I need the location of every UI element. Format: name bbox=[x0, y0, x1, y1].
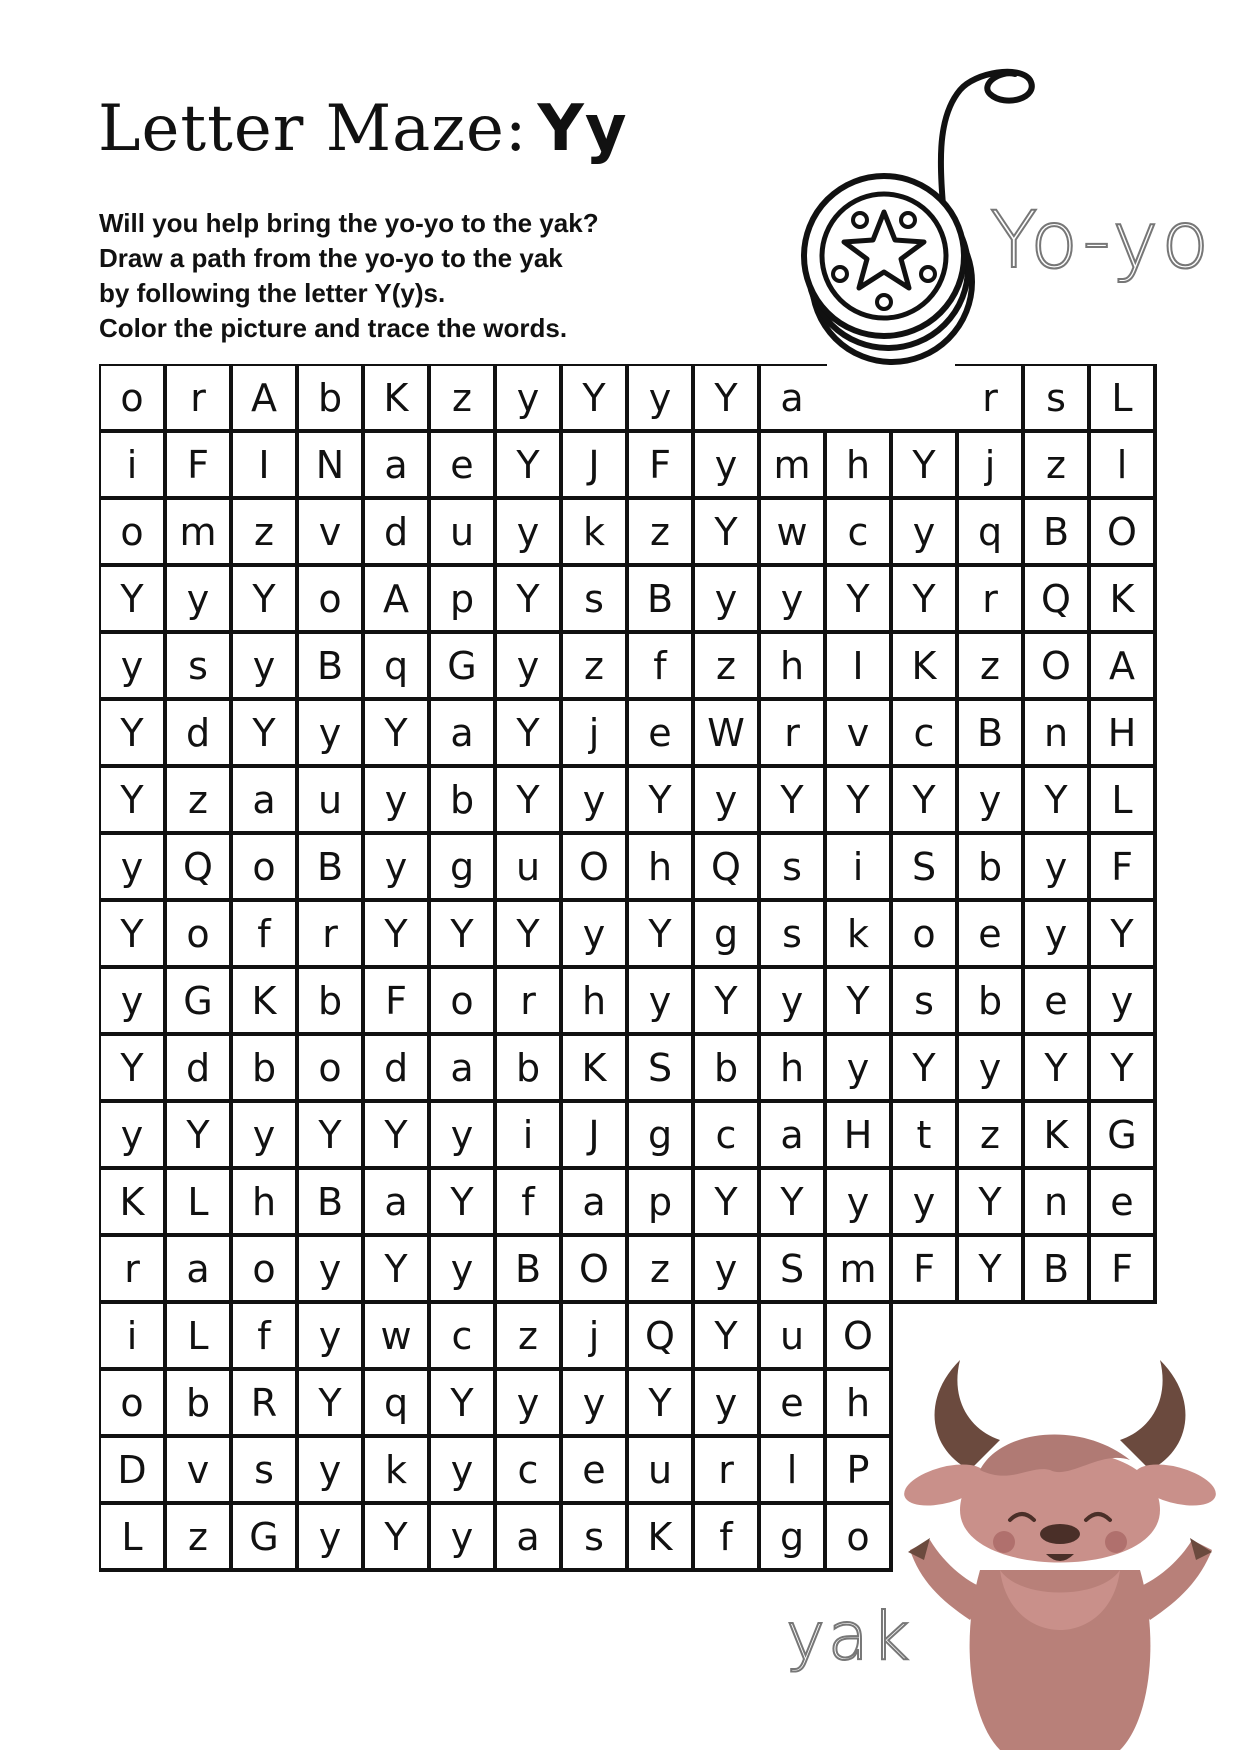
maze-cell[interactable]: h bbox=[845, 442, 871, 487]
maze-cell[interactable]: c bbox=[451, 1313, 473, 1358]
maze-cell[interactable]: y bbox=[252, 643, 276, 688]
maze-cell[interactable]: y bbox=[912, 1179, 936, 1224]
maze-cell[interactable]: s bbox=[254, 1447, 274, 1492]
maze-cell[interactable]: u bbox=[779, 1313, 805, 1358]
maze-cell[interactable]: G bbox=[1107, 1112, 1137, 1157]
maze-cell[interactable]: h bbox=[647, 844, 673, 889]
maze-cell[interactable]: D bbox=[117, 1447, 147, 1492]
maze-cell[interactable]: y bbox=[318, 1447, 342, 1492]
maze-cell[interactable]: H bbox=[1107, 710, 1137, 755]
maze-cell[interactable]: z bbox=[716, 643, 736, 688]
maze-cell[interactable]: Y bbox=[252, 710, 276, 755]
maze-cell[interactable]: y bbox=[846, 1045, 870, 1090]
maze-cell[interactable]: f bbox=[257, 911, 271, 956]
maze-cell[interactable]: Y bbox=[120, 1045, 144, 1090]
maze-cell[interactable]: q bbox=[383, 643, 409, 688]
maze-cell[interactable]: y bbox=[714, 576, 738, 621]
maze-cell[interactable]: f bbox=[719, 1514, 733, 1559]
maze-cell[interactable]: A bbox=[1109, 643, 1135, 688]
maze-cell[interactable]: Y bbox=[912, 777, 936, 822]
maze-cell[interactable]: a bbox=[252, 777, 276, 822]
maze-cell[interactable]: r bbox=[982, 576, 998, 621]
maze-cell[interactable]: u bbox=[317, 777, 343, 822]
maze-cell[interactable]: y bbox=[516, 643, 540, 688]
maze-cell[interactable]: y bbox=[450, 1447, 474, 1492]
maze-cell[interactable]: a bbox=[516, 1514, 540, 1559]
maze-cell[interactable]: y bbox=[978, 1045, 1002, 1090]
title-main: Letter Maze: bbox=[98, 92, 528, 166]
maze-cell[interactable]: G bbox=[183, 978, 213, 1023]
trace-word-yoyo: Yo-yo bbox=[990, 196, 1213, 286]
maze-cell[interactable]: B bbox=[646, 576, 674, 621]
maze-cell[interactable]: Y bbox=[978, 1179, 1002, 1224]
maze-cell[interactable]: Y bbox=[186, 1112, 210, 1157]
maze-cell[interactable]: d bbox=[383, 1045, 409, 1090]
maze-cell[interactable]: v bbox=[186, 1447, 210, 1492]
maze-cell[interactable]: r bbox=[520, 978, 536, 1023]
maze-cell[interactable]: y bbox=[648, 978, 672, 1023]
maze-cell[interactable]: z bbox=[584, 643, 604, 688]
maze-cell[interactable]: k bbox=[582, 509, 605, 554]
maze-cell[interactable]: e bbox=[780, 1380, 804, 1425]
maze-cell[interactable]: L bbox=[121, 1514, 143, 1559]
maze-cell[interactable]: O bbox=[1107, 509, 1137, 554]
maze-cell[interactable]: i bbox=[126, 1313, 138, 1358]
maze-cell[interactable]: j bbox=[984, 442, 996, 487]
maze-cell[interactable]: b bbox=[449, 777, 475, 822]
maze-cell[interactable]: O bbox=[579, 1246, 609, 1291]
maze-cell[interactable]: s bbox=[584, 576, 604, 621]
maze-cell[interactable]: y bbox=[318, 1514, 342, 1559]
maze-cell[interactable]: e bbox=[450, 442, 474, 487]
maze-cell[interactable]: e bbox=[648, 710, 672, 755]
maze-cell[interactable]: h bbox=[251, 1179, 277, 1224]
maze-cell[interactable]: k bbox=[384, 1447, 407, 1492]
maze-cell[interactable]: y bbox=[714, 442, 738, 487]
maze-cell[interactable]: o bbox=[252, 844, 276, 889]
maze-cell[interactable]: o bbox=[318, 576, 342, 621]
maze-cell[interactable]: Q bbox=[183, 844, 213, 889]
maze-cell[interactable]: g bbox=[779, 1514, 805, 1559]
maze-cell[interactable]: J bbox=[588, 1112, 600, 1157]
maze-cell[interactable]: r bbox=[784, 710, 800, 755]
maze-cell[interactable]: Q bbox=[645, 1313, 675, 1358]
maze-cell[interactable]: y bbox=[384, 844, 408, 889]
maze-cell[interactable]: y bbox=[978, 777, 1002, 822]
maze-cell[interactable]: o bbox=[252, 1246, 276, 1291]
maze-cell[interactable]: c bbox=[715, 1112, 737, 1157]
maze-cell[interactable]: Y bbox=[978, 1246, 1002, 1291]
maze-cell[interactable]: P bbox=[846, 1447, 870, 1492]
maze-cell[interactable]: r bbox=[718, 1447, 734, 1492]
maze-cell[interactable]: S bbox=[911, 844, 937, 889]
maze-cell[interactable]: Y bbox=[714, 978, 738, 1023]
maze-cell[interactable]: S bbox=[647, 1045, 673, 1090]
maze-cell[interactable]: a bbox=[780, 1112, 804, 1157]
maze-cell[interactable]: F bbox=[1111, 844, 1133, 889]
maze-cell[interactable]: s bbox=[1046, 375, 1066, 420]
maze-cell[interactable]: y bbox=[648, 375, 672, 420]
maze-cell[interactable]: b bbox=[251, 1045, 277, 1090]
maze-cell[interactable]: K bbox=[1043, 1112, 1069, 1157]
maze-cell[interactable]: r bbox=[124, 1246, 140, 1291]
maze-cell[interactable]: z bbox=[980, 1112, 1000, 1157]
maze-cell[interactable]: Y bbox=[120, 911, 144, 956]
maze-cell[interactable]: y bbox=[186, 576, 210, 621]
maze-cell[interactable]: G bbox=[447, 643, 477, 688]
maze-cell[interactable]: Y bbox=[516, 576, 540, 621]
maze-cell[interactable]: Y bbox=[912, 442, 936, 487]
maze-cell[interactable]: y bbox=[252, 1112, 276, 1157]
maze-cell[interactable]: g bbox=[713, 911, 739, 956]
maze-cell[interactable]: J bbox=[588, 442, 600, 487]
maze-cell[interactable]: A bbox=[251, 375, 277, 420]
trace-word-yak: yak bbox=[786, 1598, 913, 1675]
maze-cell[interactable]: B bbox=[1042, 1246, 1070, 1291]
maze-cell[interactable]: z bbox=[254, 509, 274, 554]
maze-cell[interactable]: y bbox=[912, 509, 936, 554]
maze-cell[interactable]: Y bbox=[318, 1380, 342, 1425]
maze-cell[interactable]: I bbox=[852, 643, 864, 688]
maze-cell[interactable]: Y bbox=[714, 509, 738, 554]
maze-cell[interactable]: Y bbox=[648, 911, 672, 956]
maze-cell[interactable]: o bbox=[186, 911, 210, 956]
maze-cell[interactable]: w bbox=[380, 1313, 412, 1358]
maze-cell[interactable]: u bbox=[449, 509, 475, 554]
maze-cell[interactable]: B bbox=[316, 1179, 344, 1224]
maze-cell[interactable]: i bbox=[522, 1112, 534, 1157]
maze-cell[interactable]: b bbox=[317, 978, 343, 1023]
maze-cell[interactable]: S bbox=[779, 1246, 805, 1291]
maze-cell[interactable]: Y bbox=[1110, 911, 1134, 956]
maze-cell[interactable]: Y bbox=[912, 576, 936, 621]
maze-cell[interactable]: Y bbox=[516, 442, 540, 487]
maze-cell[interactable]: O bbox=[1041, 643, 1071, 688]
maze-cell[interactable]: y bbox=[846, 1179, 870, 1224]
maze-cell[interactable]: y bbox=[450, 1514, 474, 1559]
maze-cell[interactable]: u bbox=[647, 1447, 673, 1492]
maze-cell[interactable]: l bbox=[786, 1447, 798, 1492]
maze-cell[interactable]: z bbox=[188, 777, 208, 822]
maze-cell[interactable]: F bbox=[187, 442, 209, 487]
instruction-line: Will you help bring the yo-yo to the yak? bbox=[99, 208, 599, 238]
maze-cell[interactable]: q bbox=[977, 509, 1003, 554]
maze-cell[interactable]: z bbox=[518, 1313, 538, 1358]
maze-cell[interactable]: g bbox=[647, 1112, 673, 1157]
maze-cell[interactable]: Y bbox=[516, 911, 540, 956]
maze-cell[interactable]: y bbox=[318, 710, 342, 755]
instructions bbox=[99, 206, 739, 346]
maze-cell[interactable]: a bbox=[582, 1179, 606, 1224]
maze-cell[interactable]: Y bbox=[846, 777, 870, 822]
maze-cell[interactable]: Y bbox=[516, 710, 540, 755]
maze-cell[interactable]: Y bbox=[120, 576, 144, 621]
maze-cell[interactable]: y bbox=[714, 1380, 738, 1425]
maze-cell[interactable]: m bbox=[773, 442, 811, 487]
maze-cell[interactable]: F bbox=[913, 1246, 935, 1291]
maze-cell[interactable]: h bbox=[845, 1380, 871, 1425]
maze-cell[interactable]: b bbox=[185, 1380, 211, 1425]
maze-cell[interactable]: L bbox=[1111, 777, 1133, 822]
maze-cell[interactable]: s bbox=[584, 1514, 604, 1559]
maze-cell[interactable]: Y bbox=[450, 1380, 474, 1425]
maze-cell[interactable]: h bbox=[779, 1045, 805, 1090]
maze-cell[interactable]: j bbox=[588, 1313, 600, 1358]
maze-cell[interactable]: i bbox=[852, 844, 864, 889]
maze-cell[interactable]: L bbox=[1111, 375, 1133, 420]
maze-cell[interactable]: K bbox=[911, 643, 937, 688]
maze-cell[interactable]: o bbox=[318, 1045, 342, 1090]
maze-cell[interactable]: v bbox=[318, 509, 342, 554]
maze-cell[interactable]: g bbox=[449, 844, 475, 889]
maze-cell[interactable]: y bbox=[120, 1112, 144, 1157]
maze-cell[interactable]: Y bbox=[318, 1112, 342, 1157]
maze-cell[interactable]: F bbox=[649, 442, 671, 487]
maze-cell[interactable]: c bbox=[913, 710, 935, 755]
maze-cell[interactable]: Y bbox=[1110, 1045, 1134, 1090]
maze-cell[interactable]: f bbox=[653, 643, 667, 688]
maze-cell[interactable]: H bbox=[843, 1112, 873, 1157]
maze-cell[interactable]: u bbox=[515, 844, 541, 889]
maze-cell[interactable]: b bbox=[977, 844, 1003, 889]
maze-cell[interactable]: a bbox=[450, 710, 474, 755]
maze-cell[interactable]: d bbox=[383, 509, 409, 554]
maze-cell[interactable]: B bbox=[316, 643, 344, 688]
maze-cell[interactable]: F bbox=[385, 978, 407, 1023]
maze-cell[interactable]: Y bbox=[384, 710, 408, 755]
maze-cell[interactable]: z bbox=[188, 1514, 208, 1559]
maze-cell[interactable]: W bbox=[707, 710, 745, 755]
maze-cell[interactable]: Y bbox=[846, 978, 870, 1023]
maze-cell[interactable]: n bbox=[1043, 710, 1069, 755]
maze-cell[interactable]: z bbox=[650, 509, 670, 554]
maze-cell[interactable]: m bbox=[179, 509, 217, 554]
maze-cell[interactable]: o bbox=[450, 978, 474, 1023]
maze-cell[interactable]: Y bbox=[384, 1246, 408, 1291]
maze-cell[interactable]: i bbox=[126, 442, 138, 487]
maze-cell[interactable]: z bbox=[650, 1246, 670, 1291]
maze-cell[interactable]: K bbox=[251, 978, 277, 1023]
maze-cell[interactable]: s bbox=[914, 978, 934, 1023]
maze-cell[interactable]: O bbox=[579, 844, 609, 889]
maze-cell[interactable]: y bbox=[516, 1380, 540, 1425]
maze-cell[interactable]: k bbox=[846, 911, 869, 956]
maze-cell[interactable]: Y bbox=[780, 777, 804, 822]
maze-cell[interactable]: p bbox=[449, 576, 475, 621]
instruction-line: Draw a path from the yo-yo to the yak bbox=[99, 243, 563, 273]
maze-cell[interactable]: l bbox=[1116, 442, 1128, 487]
maze-cell[interactable]: r bbox=[322, 911, 338, 956]
maze-cell[interactable]: o bbox=[912, 911, 936, 956]
title-letters: Yy bbox=[537, 92, 628, 166]
maze-cell[interactable]: r bbox=[982, 375, 998, 420]
maze-cell[interactable]: s bbox=[782, 844, 802, 889]
maze-cell[interactable]: b bbox=[977, 978, 1003, 1023]
maze-cell[interactable]: o bbox=[120, 375, 144, 420]
maze-cell[interactable]: Y bbox=[648, 777, 672, 822]
maze-cell[interactable]: Y bbox=[846, 576, 870, 621]
maze-cell[interactable]: f bbox=[257, 1313, 271, 1358]
maze-cell[interactable]: y bbox=[582, 1380, 606, 1425]
page-title bbox=[98, 92, 628, 166]
maze-cell[interactable]: y bbox=[120, 844, 144, 889]
maze-cell[interactable]: y bbox=[582, 777, 606, 822]
maze-cell[interactable]: a bbox=[384, 1179, 408, 1224]
maze-cell[interactable]: I bbox=[258, 442, 270, 487]
maze-cell[interactable]: y bbox=[1110, 978, 1134, 1023]
maze-cell[interactable]: Y bbox=[252, 576, 276, 621]
maze-cell[interactable]: O bbox=[843, 1313, 873, 1358]
maze-cell[interactable]: Y bbox=[714, 1179, 738, 1224]
maze-cell[interactable]: e bbox=[582, 1447, 606, 1492]
maze-cell[interactable]: s bbox=[782, 911, 802, 956]
maze-cell[interactable]: d bbox=[185, 1045, 211, 1090]
maze-cell[interactable]: N bbox=[315, 442, 345, 487]
maze-cell[interactable]: o bbox=[846, 1514, 870, 1559]
maze-cell[interactable]: s bbox=[188, 643, 208, 688]
maze-cell[interactable]: Y bbox=[780, 1179, 804, 1224]
maze-cell[interactable]: y bbox=[318, 1313, 342, 1358]
maze-cell[interactable]: B bbox=[514, 1246, 542, 1291]
instruction-line: Color the picture and trace the words. bbox=[99, 313, 568, 343]
maze-cell[interactable]: y bbox=[318, 1246, 342, 1291]
maze-cell[interactable]: p bbox=[647, 1179, 673, 1224]
maze-cell[interactable]: a bbox=[186, 1246, 210, 1291]
maze-cell[interactable]: Y bbox=[384, 911, 408, 956]
maze-cell[interactable]: f bbox=[521, 1179, 535, 1224]
maze-cell[interactable]: y bbox=[516, 375, 540, 420]
maze-cell[interactable]: L bbox=[187, 1179, 209, 1224]
maze-cell[interactable]: d bbox=[185, 710, 211, 755]
maze-cell[interactable]: Y bbox=[714, 1313, 738, 1358]
maze-cell[interactable]: Y bbox=[384, 1514, 408, 1559]
maze-cell[interactable]: b bbox=[317, 375, 343, 420]
maze-cell[interactable]: y bbox=[714, 777, 738, 822]
maze-cell[interactable]: y bbox=[714, 1246, 738, 1291]
maze-cell[interactable]: r bbox=[190, 375, 206, 420]
maze-cell[interactable]: Q bbox=[1041, 576, 1071, 621]
instruction-line: by following the letter Y(y)s. bbox=[99, 278, 446, 308]
maze-cell[interactable]: Y bbox=[1044, 1045, 1068, 1090]
maze-cell[interactable]: y bbox=[450, 1112, 474, 1157]
yak-icon bbox=[900, 1320, 1220, 1750]
maze-cell[interactable]: F bbox=[1111, 1246, 1133, 1291]
maze-cell[interactable]: t bbox=[916, 1112, 932, 1157]
maze-cell[interactable]: h bbox=[779, 643, 805, 688]
maze-cell[interactable]: o bbox=[120, 1380, 144, 1425]
maze-cell[interactable]: K bbox=[383, 375, 409, 420]
maze-cell[interactable]: e bbox=[1044, 978, 1068, 1023]
maze-cell[interactable]: Y bbox=[516, 777, 540, 822]
maze-cell[interactable]: y bbox=[120, 978, 144, 1023]
maze-cell[interactable]: Y bbox=[450, 911, 474, 956]
maze-cell[interactable]: K bbox=[647, 1514, 673, 1559]
maze-cell[interactable]: B bbox=[976, 710, 1004, 755]
maze-cell[interactable]: y bbox=[780, 576, 804, 621]
maze-cell[interactable]: b bbox=[713, 1045, 739, 1090]
maze-cell[interactable]: R bbox=[250, 1380, 278, 1425]
maze-cell[interactable]: G bbox=[249, 1514, 279, 1559]
maze-cell[interactable]: a bbox=[450, 1045, 474, 1090]
maze-cell[interactable]: z bbox=[452, 375, 472, 420]
maze-cell[interactable]: j bbox=[588, 710, 600, 755]
maze-cell[interactable]: e bbox=[1110, 1179, 1134, 1224]
maze-cell[interactable]: y bbox=[120, 643, 144, 688]
maze-cell[interactable]: h bbox=[581, 978, 607, 1023]
maze-cell[interactable]: y bbox=[450, 1246, 474, 1291]
maze-cell[interactable]: Y bbox=[120, 777, 144, 822]
maze-cell[interactable]: y bbox=[1044, 911, 1068, 956]
maze-cell[interactable]: z bbox=[980, 643, 1000, 688]
maze-cell[interactable]: B bbox=[316, 844, 344, 889]
maze-cell[interactable]: y bbox=[780, 978, 804, 1023]
maze-cell[interactable]: w bbox=[776, 509, 808, 554]
maze-cell[interactable]: n bbox=[1043, 1179, 1069, 1224]
maze-cell[interactable]: L bbox=[187, 1313, 209, 1358]
maze-cell[interactable]: b bbox=[515, 1045, 541, 1090]
maze-cell[interactable]: Y bbox=[120, 710, 144, 755]
maze-cell[interactable]: c bbox=[847, 509, 869, 554]
maze-cell[interactable]: y bbox=[1044, 844, 1068, 889]
maze-cell[interactable]: y bbox=[582, 911, 606, 956]
maze-cell[interactable]: Q bbox=[711, 844, 741, 889]
maze-cell[interactable]: y bbox=[516, 509, 540, 554]
maze-cell[interactable]: K bbox=[581, 1045, 607, 1090]
maze-cell[interactable]: m bbox=[839, 1246, 877, 1291]
maze-cell[interactable]: Y bbox=[582, 375, 606, 420]
maze-cell[interactable]: a bbox=[384, 442, 408, 487]
maze-cell[interactable]: v bbox=[846, 710, 870, 755]
maze-cell[interactable]: Y bbox=[648, 1380, 672, 1425]
maze-cell[interactable]: K bbox=[119, 1179, 145, 1224]
maze-cell[interactable]: B bbox=[1042, 509, 1070, 554]
maze-cell[interactable]: K bbox=[1109, 576, 1135, 621]
maze-cell[interactable]: c bbox=[517, 1447, 539, 1492]
maze-cell[interactable]: a bbox=[780, 375, 804, 420]
maze-cell[interactable]: z bbox=[1046, 442, 1066, 487]
maze-cell[interactable]: q bbox=[383, 1380, 409, 1425]
maze-cell[interactable]: e bbox=[978, 911, 1002, 956]
maze-cell[interactable]: Y bbox=[384, 1112, 408, 1157]
maze-cell[interactable]: Y bbox=[912, 1045, 936, 1090]
maze-cell[interactable]: y bbox=[384, 777, 408, 822]
maze-cell[interactable]: Y bbox=[1044, 777, 1068, 822]
maze-cell[interactable]: A bbox=[383, 576, 409, 621]
maze-cell[interactable]: Y bbox=[714, 375, 738, 420]
maze-cell[interactable]: Y bbox=[450, 1179, 474, 1224]
maze-cell[interactable]: o bbox=[120, 509, 144, 554]
